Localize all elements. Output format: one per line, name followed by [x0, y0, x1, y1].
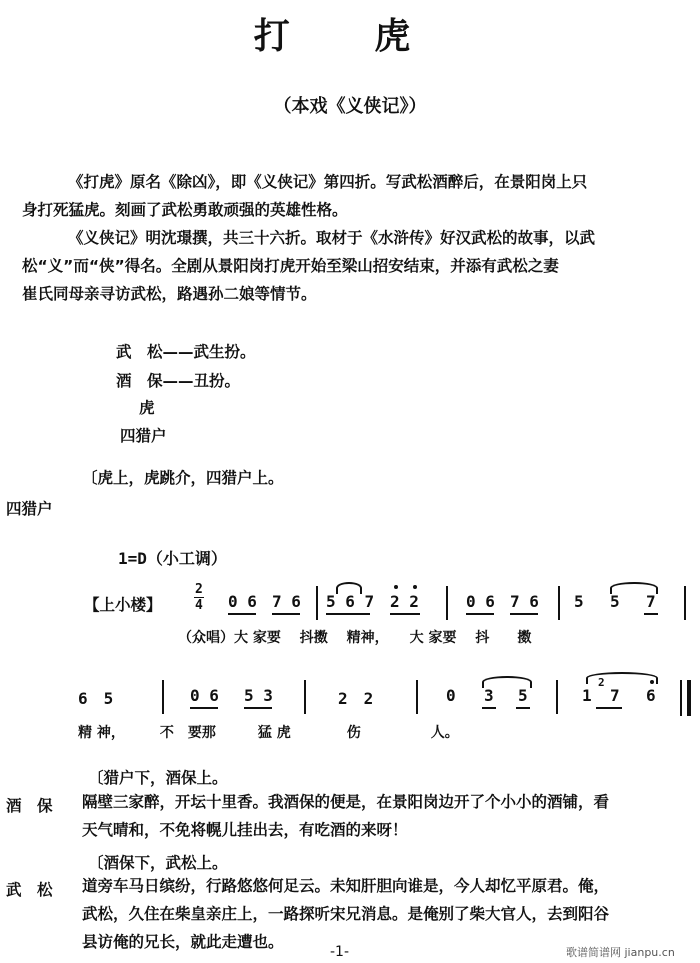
octave-dot — [413, 585, 417, 589]
wusong-line-3: 县访俺的兄长，就此走遭也。 — [82, 933, 284, 951]
lyrics-row-1: （众唱）大 家要 抖擞 精神， 大 家要 抖 擞 — [178, 630, 532, 646]
underline — [244, 707, 272, 709]
underline — [466, 613, 494, 615]
bar-line — [446, 586, 448, 620]
r2-m4-note2: 3 — [484, 686, 494, 705]
cast-hunters: 四猎户 — [120, 427, 167, 445]
key-signature: 1=D（小工调） — [118, 549, 227, 568]
intro-p2-line3: 崔氏同母亲寻访武松，路遇孙二娘等情节。 — [22, 285, 317, 303]
underline — [326, 613, 370, 615]
r2-m5-note3: 6 — [646, 686, 656, 705]
jiubao-line-1: 隔壁三家醉，开坛十里香。我酒保的便是，在景阳岗边开了个小小的酒铺，看 — [82, 793, 610, 811]
time-signature-bottom: 4 — [195, 598, 203, 613]
bar-line — [304, 680, 306, 714]
intro-p1-line1: 《打虎》原名《除凶》，即《义侠记》第四折。写武松酒醉后，在景阳岗上只 — [68, 173, 588, 191]
r1-m1-beat2: 7 6 — [272, 592, 301, 611]
bar-line — [556, 680, 558, 714]
end-bar-line — [680, 680, 691, 716]
stage-direction-2: 〔猎户下，酒保上。 — [88, 769, 228, 787]
watermark: 歌谱简谱网 jianpu.cn — [566, 946, 675, 959]
stage-direction-1: 〔虎上，虎跳介，四猎户上。 — [82, 469, 284, 487]
wusong-line-2: 武松，久住在柴皇亲庄上，一路探听宋兄消息。是俺别了柴大官人，去到阳谷 — [82, 905, 610, 923]
intro-p2-line2: 松“义”而“侠”得名。全剧从景阳岗打虎开始至梁山招安结束，并添有武松之妻 — [22, 257, 559, 275]
r2-m5-note1: 1 — [582, 686, 592, 705]
octave-dot — [394, 585, 398, 589]
intro-p1-line2: 身打死猛虎。刻画了武松勇敢顽强的英雄性格。 — [22, 201, 348, 219]
r1-m3-beat1: 0 6 — [466, 592, 495, 611]
time-signature-top: 2 — [195, 582, 203, 597]
r2-m2-beat1: 0 6 — [190, 686, 219, 705]
r2-m5-note2: 7 — [610, 686, 620, 705]
r1-m1-beat1: 0 6 — [228, 592, 257, 611]
intro-p2-line1: 《义侠记》明沈璟撰，共三十六折。取材于《水浒传》好汉武松的故事，以武 — [68, 229, 596, 247]
r2-m4-note3: 5 — [518, 686, 528, 705]
page-subtitle: （本戏《义侠记》） — [273, 96, 427, 117]
underline — [510, 613, 538, 615]
r1-m4-note2: 5 — [610, 592, 620, 611]
cast-tiger: 虎 — [139, 399, 155, 417]
page-title: 打 虎 — [253, 16, 447, 57]
bar-line — [416, 680, 418, 714]
underline — [596, 707, 622, 709]
underline — [272, 613, 300, 615]
r1-m4-note3: 7 — [646, 592, 656, 611]
r1-m4-note1: 5 — [574, 592, 584, 611]
r1-m2-beat1: 5 6 7 — [326, 592, 375, 611]
page-number: -1- — [330, 944, 350, 960]
r1-m2-beat2: 2 2 — [390, 592, 419, 611]
lyrics-row-2: 精 神， 不 要那 猛 虎 伤 人。 — [78, 725, 459, 741]
octave-dot — [650, 680, 654, 684]
r2-m4-note1: 0 — [446, 686, 456, 705]
bar-line — [684, 586, 686, 620]
bar-line — [162, 680, 164, 714]
cast-jiubao: 酒 保——丑扮。 — [116, 372, 241, 390]
speaker-wusong: 武 松 — [6, 881, 53, 899]
stage-direction-3: 〔酒保下，武松上。 — [88, 854, 228, 872]
r2-m3: 2 2 — [338, 689, 374, 708]
slur — [586, 672, 658, 684]
underline — [482, 707, 496, 709]
wusong-line-1: 道旁车马日缤纷，行路悠悠何足云。未知肝胆向谁是，今人却忆平原君。俺， — [82, 877, 610, 895]
underline — [644, 613, 658, 615]
tune-name: 【上小楼】 — [84, 596, 162, 614]
speaker-jiubao: 酒 保 — [6, 797, 53, 815]
r2-m5-grace: 2 — [598, 676, 605, 689]
r1-m3-beat2: 7 6 — [510, 592, 539, 611]
cast-wusong: 武 松——武生扮。 — [116, 343, 256, 361]
speaker-hunters: 四猎户 — [6, 500, 53, 518]
underline — [190, 707, 218, 709]
bar-line — [558, 586, 560, 620]
underline — [390, 613, 420, 615]
underline — [228, 613, 256, 615]
underline — [516, 707, 530, 709]
r2-m1: 6 5 — [78, 689, 114, 708]
jiubao-line-2: 天气晴和，不免将幌儿挂出去，有吃酒的来呀！ — [82, 821, 408, 839]
r2-m2-beat2: 5 3 — [244, 686, 273, 705]
bar-line — [316, 586, 318, 620]
